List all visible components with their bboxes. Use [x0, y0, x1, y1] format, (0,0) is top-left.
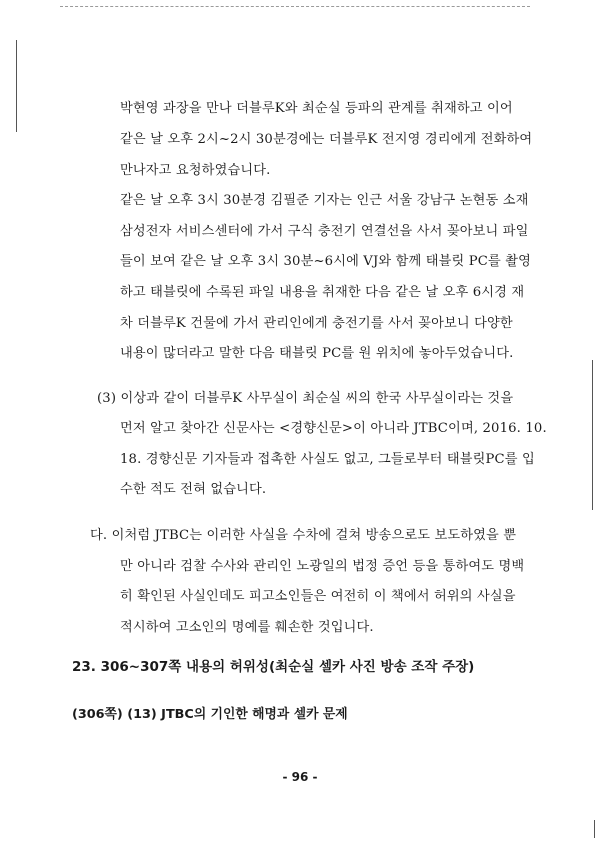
page-number: - 96 - [282, 770, 318, 784]
p3-line-4: 수한 적도 전혀 없습니다. [120, 482, 267, 497]
section-heading: 23. 306~307쪽 내용의 허위성(최순실 셀카 사진 방송 조작 주장) [72, 659, 475, 675]
p3-line-3: 18. 경향신문 기자들과 접촉한 사실도 없고, 그들로부터 태블릿PC를 입 [120, 452, 535, 467]
p2-line-6: 내용이 많더라고 말한 다음 태블릿 PC를 원 위치에 놓아두었습니다. [120, 346, 514, 361]
p2-line-4: 하고 태블릿에 수록된 파일 내용을 취재한 다음 같은 날 오후 6시경 재 [120, 285, 525, 300]
p2-line-2: 삼성전자 서비스센터에 가서 구식 충전기 연결선을 사서 꽂아보니 파일 [120, 224, 529, 239]
p2-line-5: 차 더블루K 건물에 가서 관리인에게 충전기를 사서 꽂아보니 다양한 [120, 316, 513, 331]
p3-line-2: 먼저 알고 찾아간 신문사는 <경향신문>이 아니라 JTBC이며, 2016. 10. [120, 421, 547, 436]
p1-line-1: 박현영 과장을 만나 더블루K와 최순실 등파의 관계를 취재하고 이어 [120, 101, 513, 116]
sub-heading: (306쪽) (13) JTBC의 기인한 해명과 셀카 문제 [72, 707, 348, 722]
scan-edge-line [60, 6, 530, 7]
p4-line-4: 적시하여 고소인의 명예를 훼손한 것입니다. [120, 620, 374, 635]
p4-line-3: 히 확인된 사실인데도 피고소인들은 여전히 이 책에서 허위의 사실을 [120, 589, 516, 604]
p1-line-2: 같은 날 오후 2시~2시 30분경에는 더블루K 전지영 경리에게 전화하여 [120, 132, 533, 147]
p4-line-1: 다. 이처럼 JTBC는 이러한 사실을 수차에 걸쳐 방송으로도 보도하였을 뿐 [90, 528, 517, 543]
left-margin-mark [16, 40, 17, 132]
right-margin-mark-bottom [594, 820, 595, 838]
p3-line-1: (3) 이상과 같이 더블루K 사무실이 최순실 씨의 한국 사무실이라는 것을 [97, 391, 514, 406]
p2-line-1: 같은 날 오후 3시 30분경 김필준 기자는 인근 서울 강남구 논현동 소재 [120, 193, 529, 208]
p1-line-3: 만나자고 요청하였습니다. [120, 163, 271, 178]
right-margin-mark [592, 360, 593, 510]
p2-line-3: 들이 보여 같은 날 오후 3시 30분~6시에 VJ와 함께 태블릿 PC를 촬영 [120, 254, 532, 269]
p4-line-2: 만 아니라 검찰 수사와 관리인 노광일의 법정 증언 등을 통하여도 명백 [120, 559, 525, 574]
